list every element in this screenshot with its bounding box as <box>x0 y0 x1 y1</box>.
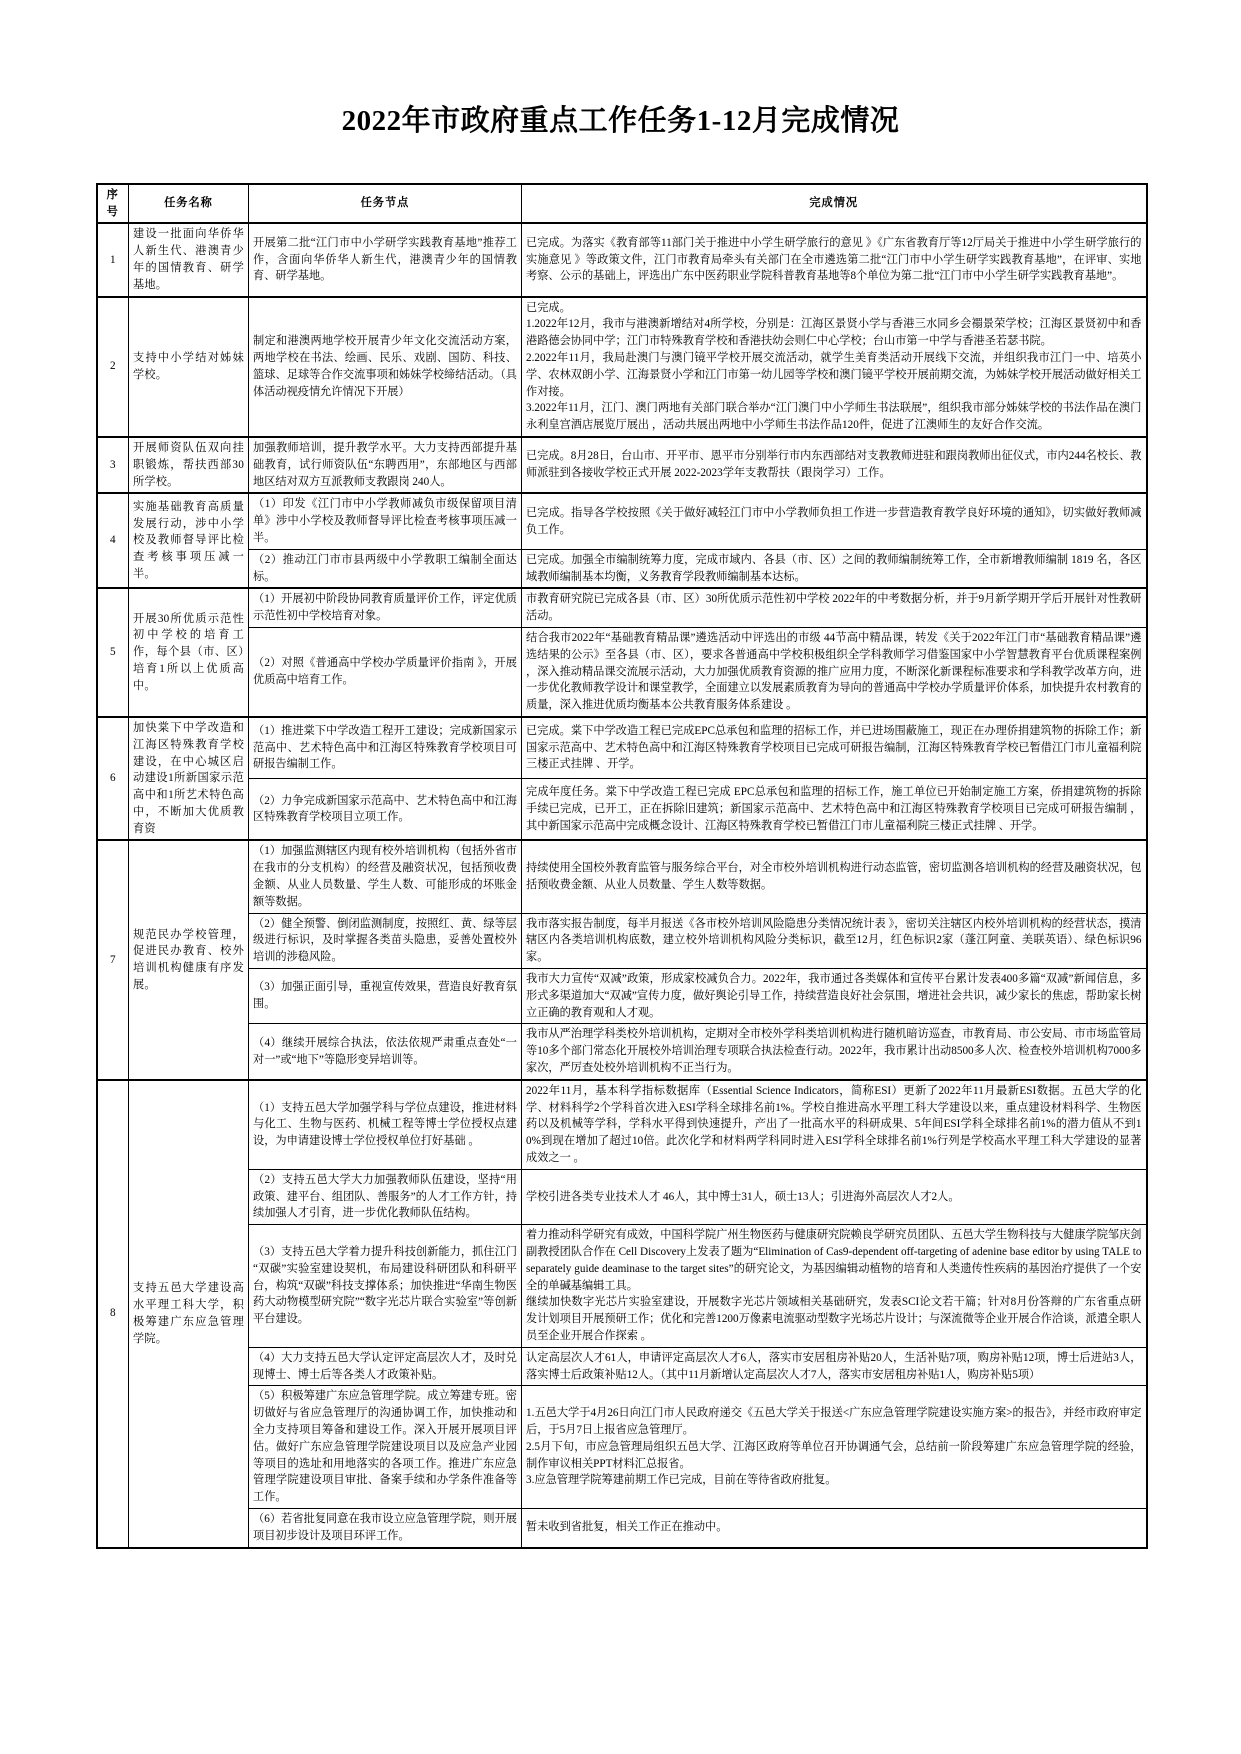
table-row <box>97 913 1147 968</box>
table-row <box>97 223 1147 296</box>
task-name-cell: 开展30所优质示范性初中学校的培育工作，每个县（市、区）培育1所以上优质高中。 <box>129 588 249 717</box>
column-header-task-node: 任务节点 <box>249 184 522 224</box>
table-row <box>97 437 1147 493</box>
task-table-container <box>96 139 1146 1549</box>
table-row <box>97 1080 1147 1169</box>
task-status-cell: 我市大力宣传“双减”政策，形成家校减负合力。2022年，我市通过各类媒体和宣传平台累计发表400多篇“双减”新闻信息，多形式多渠道加大“双减”宣传力度，做好舆论引导工作，持续营造良好社会氛围，增进社会共识，减少家长的焦虑，帮助家长树立正确的教育观和人才观。 <box>522 969 1147 1024</box>
table-row <box>97 779 1147 841</box>
task-node-cell: （3）加强正面引导，重视宣传效果，营造良好教育氛围。 <box>249 969 522 1024</box>
column-header-status: 完成情况 <box>522 184 1147 224</box>
table-row <box>97 588 1147 627</box>
task-name-cell: 实施基础教育高质量发展行动，涉中小学校及教师督导评比检查考核事项压减一半。 <box>129 493 249 588</box>
task-status-cell: 完成年度任务。棠下中学改造工程已完成 EPC总承包和监理的招标工作，施工单位已开始制定施工方案，侨捐建筑物的拆除手续已完成，已开工，正在拆除旧建筑；新国家示范高中、艺术特色高中和江海区特殊教育学校项目已完成可研报告编制 ，其中新国家示范高中完成概念设计、江海区特殊教育学校已暂借江门市儿童福利院三楼正式挂牌 、开学。 <box>522 779 1147 841</box>
task-status-cell: 2022年11月，基本科学指标数据库（Essential Science Indicators，简称ESI）更新了2022年11月最新ESI数据。五邑大学的化学、材料科学2个学科首次进入ESI学科全球排名前1%。学校自推进高水平理工科大学建设以来，重点建设材料科学、生物医药以及机械等学科，学科水平得到快速提升，产出了一批高水平的科研成果、5年间ESI学科全球排名前1%的潜力值从不到10%到现在增加了超过10倍。此次化学和材料两学科同时进入ESI学科全球排名前1%行列是学校高水平理工科大学建设的显著成效之一 。 <box>522 1080 1147 1169</box>
task-node-cell: （1）推进棠下中学改造工程开工建设；完成新国家示范高中、艺术特色高中和江海区特殊教育学校项目可研报告编制工作。 <box>249 717 522 779</box>
task-name-cell: 规范民办学校管理，促进民办教育、校外培训机构健康有序发展。 <box>129 840 249 1079</box>
table-row <box>97 969 1147 1024</box>
task-status-cell: 我市落实报告制度，每半月报送《各市校外培训风险隐患分类情况统计表 》，密切关注辖区内校外培训机构的经营状态，摸清辖区内各类培训机构底数，建立校外培训机构风险分类标识，截至12月，红色标识2家（蓬江阿童、美联英语）、绿色标识96家。 <box>522 913 1147 968</box>
task-sequence-number: 1 <box>97 223 129 296</box>
task-status-cell: 持续使用全国校外教育监管与服务综合平台，对全市校外培训机构进行动态监管，密切监测各培训机构的经营及融资状况，包括预收费金额、从业人员数量、学生人数等数据。 <box>522 840 1147 913</box>
task-node-cell: （1）支持五邑大学加强学科与学位点建设，推进材料与化工、生物与医药、机械工程等博士学位授权点建设，为申请建设博士学位授权单位打好基础 。 <box>249 1080 522 1169</box>
task-sequence-number: 8 <box>97 1080 129 1548</box>
task-name-cell: 加快棠下中学改造和江海区特殊教育学校建设，在中心城区启动建设1所新国家示范高中和1所艺术特色高中，不断加大优质教育资 <box>129 717 249 841</box>
table-row <box>97 493 1147 549</box>
task-node-cell: （1）加强监测辖区内现有校外培训机构（包括外省市在我市的分支机构）的经营及融资状况，包括预收费金额、从业人员数量、学生人数、可能形成的坏账金额等数据。 <box>249 840 522 913</box>
task-status-cell: 认定高层次人才61人，申请评定高层次人才6人，落实市安居租房补贴20人，生活补贴7项，购房补贴12项，博士后进站3人，落实博士后政策补贴12人。（其中11月新增认定高层次人才7人，落实市安居租房补贴1人，购房补贴5项） <box>522 1347 1147 1386</box>
task-sequence-number: 4 <box>97 493 129 588</box>
task-status-cell: 结合我市2022年“基础教育精品课”遴选活动中评选出的市级 44节高中精品课，转发《关于2022年江门市“基础教育精品课”遴选结果的公示》至各县（市、区），要求各普通高中学校积极组织全学科教师学习借鉴国家中小学智慧教育平台优质课程案例 ，深入推动精品课交流展示活动，大力加强优质教育资源的推广应用力度，不断深化新课程标准要求和学科教学改革方向，进一步优化教师教学设计和课堂教学，全面建立以发展素质教育为导向的普通高中学校办学质量评价体系，加快提升农村教育的质量，深入推进优质均衡基本公共教育服务体系建设 。 <box>522 627 1147 716</box>
task-sequence-number: 5 <box>97 588 129 717</box>
task-status-cell: 学校引进各类专业技术人才 46人，其中博士31人，硕士13人；引进海外高层次人才2人。 <box>522 1169 1147 1224</box>
table-row <box>97 717 1147 779</box>
task-name-cell: 建设一批面向华侨华人新生代、港澳青少年的国情教育、研学基地。 <box>129 223 249 296</box>
table-row <box>97 1386 1147 1509</box>
page-title: 2022年市政府重点工作任务1-12月完成情况 <box>341 105 900 137</box>
table-row <box>97 840 1147 913</box>
task-status-cell: 已完成。棠下中学改造工程已完成EPC总承包和监理的招标工作，并已进场围蔽施工，现正在办理侨捐建筑物的拆除工作；新国家示范高中、艺术特色高中和江海区特殊教育学校项目已完成可研报告编制，江海区特殊教育学校已暂借江门市儿童福利院三楼正式挂牌 、开学。 <box>522 717 1147 779</box>
task-completion-table <box>96 183 1148 1549</box>
task-status-cell: 市教育研究院已完成各县（市、区）30所优质示范性初中学校 2022年的中考数据分析，并于9月新学期开学后开展针对性教研活动。 <box>522 588 1147 627</box>
task-name-cell: 支持五邑大学建设高水平理工科大学，积极筹建广东应急管理学院。 <box>129 1080 249 1548</box>
table-row <box>97 297 1147 437</box>
task-status-cell: 暂未收到省批复，相关工作正在推动中。 <box>522 1508 1147 1547</box>
task-node-cell: （5）积极筹建广东应急管理学院。成立筹建专班。密切做好与省应急管理厅的沟通协调工作，加快推动和全力支持项目筹备和建设工作。深入开展开展项目评估。做好广东应急管理学院建设项目以及应急产业园等项目的选址和用地落实的各项工作。推进广东应急管理学院建设项目审批、备案手续和办学条件准备等工作。 <box>249 1386 522 1509</box>
table-row <box>97 549 1147 588</box>
task-node-cell: （6）若省批复同意在我市设立应急管理学院，则开展项目初步设计及项目环评工作。 <box>249 1508 522 1547</box>
table-header-row <box>97 184 1147 224</box>
table-row <box>97 627 1147 716</box>
table-header <box>97 184 1147 224</box>
column-header-seq: 序号 <box>97 184 129 224</box>
table-row <box>97 1347 1147 1386</box>
task-name-cell: 支持中小学结对姊妹学校。 <box>129 297 249 437</box>
task-node-cell: （1）开展初中阶段协同教育质量评价工作，评定优质示范性初中学校培育对象。 <box>249 588 522 627</box>
task-status-cell: 已完成。加强全市编制统筹力度，完成市域内、各县（市、区）之间的教师编制统筹工作，全市新增教师编制 1819 名，各区域教师编制基本均衡，义务教育学段教师编制基本达标。 <box>522 549 1147 588</box>
task-node-cell: （4）大力支持五邑大学认定评定高层次人才，及时兑现博士、博士后等各类人才政策补贴。 <box>249 1347 522 1386</box>
task-sequence-number: 7 <box>97 840 129 1079</box>
task-sequence-number: 2 <box>97 297 129 437</box>
task-status-cell: 我市从严治理学科类校外培训机构，定期对全市校外学科类培训机构进行随机暗访巡查，市教育局、市公安局、市市场监管局等10多个部门常态化开展校外培训治理专项联合执法检查行动。2022年，我市累计出动8500多人次、检查校外培训机构7000多家次，严厉查处校外培训机构不正当行为。 <box>522 1024 1147 1080</box>
task-status-cell: 已完成。 1.2022年12月，我市与港澳新增结对4所学校，分别是：江海区景贤小学与香港三水同乡会禤景荣学校；江海区景贤初中和香港路德会协同中学；江门市特殊教育学校和香港扶幼会则仁中心学校；台山市第一中学与香港圣若瑟书院。 2.2022年11月，我局赴澳门与澳门镜平学校开展交流活动，就学生美育类活动开展线下交流，并组织我市江门一中、培英小学、农林双朗小学、江海景贤小学和江门市第一幼儿园等学校和澳门镜平学校开展前期交流，为姊妹学校开展活动做好相关工作对接。 3.2022年11月，江门、澳门两地有关部门联合举办“江门澳门中小学师生书法联展”，组织我市部分姊妹学校的书法作品在澳门永利皇宫酒店展览厅展出 ，活动共展出两地中小学师生书法作品120件，促进了江澳师生的友好合作交流。 <box>522 297 1147 437</box>
table-row <box>97 1169 1147 1224</box>
task-node-cell: 加强教师培训，提升教学水平。大力支持西部提升基础教育，试行师资队伍“东聘西用”，东部地区与西部地区结对双方互派教师支教跟岗 240人。 <box>249 437 522 493</box>
task-node-cell: 开展第二批“江门市中小学研学实践教育基地”推荐工作，含面向华侨华人新生代，港澳青少年的国情教育、研学基地。 <box>249 223 522 296</box>
task-status-cell: 1.五邑大学于4月26日向江门市人民政府递交《五邑大学关于报送<广东应急管理学院建设实施方案>的报告》，并经市政府审定后，于5月7日上报省应急管理厅。 2.5月下旬，市应急管理局组织五邑大学、江海区政府等单位召开协调通气会，总结前一阶段筹建广东应急管理学院的经验，制作审议相关PPT材料汇总报省。 3.应急管理学院筹建前期工作已完成，目前在等待省政府批复。 <box>522 1386 1147 1509</box>
table-row <box>97 1508 1147 1547</box>
task-name-cell: 开展师资队伍双向挂职锻炼，帮扶西部30所学校。 <box>129 437 249 493</box>
task-node-cell: （2）力争完成新国家示范高中、艺术特色高中和江海区特殊教育学校项目立项工作。 <box>249 779 522 841</box>
task-node-cell: 制定和港澳两地学校开展青少年文化交流活动方案，两地学校在书法、绘画、民乐、戏剧、国防、科技、篮球、足球等合作交流事项和姊妹学校缔结活动。（具体活动视疫情允许情况下开展） <box>249 297 522 437</box>
task-node-cell: （3）支持五邑大学着力提升科技创新能力，抓住江门“双碳”实验室建设契机，布局建设科研团队和科研平台，构筑“双碳”科技支撑体系；加快推进“华南生物医药大动物模型研究院”“数字光芯片联合实验室”等创新平台建设。 <box>249 1225 522 1348</box>
task-sequence-number: 3 <box>97 437 129 493</box>
task-node-cell: （2）对照《普通高中学校办学质量评价指南 》，开展优质高中培育工作。 <box>249 627 522 716</box>
task-node-cell: （1）印发《江门市中小学教师减负市级保留项目清单》涉中小学校及教师督导评比检查考核事项压减一半。 <box>249 493 522 549</box>
task-status-cell: 已完成。8月28日，台山市、开平市、恩平市分别举行市内东西部结对支教教师进驻和跟岗教师出征仪式，市内244名校长、教师派驻到各接收学校正式开展 2022-2023学年支教帮扶（跟岗学习）工作。 <box>522 437 1147 493</box>
task-node-cell: （2）支持五邑大学大力加强教师队伍建设，坚持“用政策、建平台、组团队、善服务”的人才工作方针，持续加强人才引育，进一步优化教师队伍结构。 <box>249 1169 522 1224</box>
table-row <box>97 1024 1147 1080</box>
table-body <box>97 223 1147 1547</box>
task-status-cell: 已完成。指导各学校按照《关于做好减轻江门市中小学教师负担工作进一步营造教育教学良好环境的通知》，切实做好教师减负工作。 <box>522 493 1147 549</box>
task-node-cell: （4）继续开展综合执法，依法依规严肃重点查处“一对一”或“地下”等隐形变异培训等。 <box>249 1024 522 1080</box>
task-status-cell: 已完成。为落实《教育部等11部门关于推进中小学生研学旅行的意见 》《广东省教育厅等12厅局关于推进中小学生研学旅行的实施意见 》等政策文件，江门市教育局牵头有关部门在全市遴选第二批“江门市中小学生研学实践教育基地”，在评审、实地考察、公示的基础上，评选出广东中医药职业学院科普教育基地等8个单位为第二批“江门市中小学生研学实践教育基地”。 <box>522 223 1147 296</box>
column-header-task-name: 任务名称 <box>129 184 249 224</box>
task-node-cell: （2）推动江门市市县两级中小学教职工编制全面达标。 <box>249 549 522 588</box>
task-status-cell: 着力推动科学研究有成效，中国科学院广州生物医药与健康研究院赖良学研究员团队、五邑大学生物科技与大健康学院邹庆剑副教授团队合作在 Cell Discovery上发表了题为“Elimination of Cas9-dependent off-targeting of adenine base editor by using TALE to separately guide deaminase to the target sites”的研究论文，为基因编辑动植物的培育和人类遗传性疾病的基因治疗提供了一个安全的单碱基编辑工具。 继续加快数字光芯片实验室建设，开展数字光芯片领域相关基础研究，发表SCI论文若干篇；针对8月份答辩的广东省重点研发计划项目开展预研工作；优化和完善1200万像素电流驱动型数字光场芯片设计；与深流微等企业开展合作洽谈，派遣全职人员至企业开展合作探索 。 <box>522 1225 1147 1348</box>
task-sequence-number: 6 <box>97 717 129 841</box>
task-node-cell: （2）健全预警、倒闭监测制度，按照红、黄、绿等层级进行标识，及时掌握各类苗头隐患，妥善处置校外培训的涉稳风险。 <box>249 913 522 968</box>
table-row <box>97 1225 1147 1348</box>
